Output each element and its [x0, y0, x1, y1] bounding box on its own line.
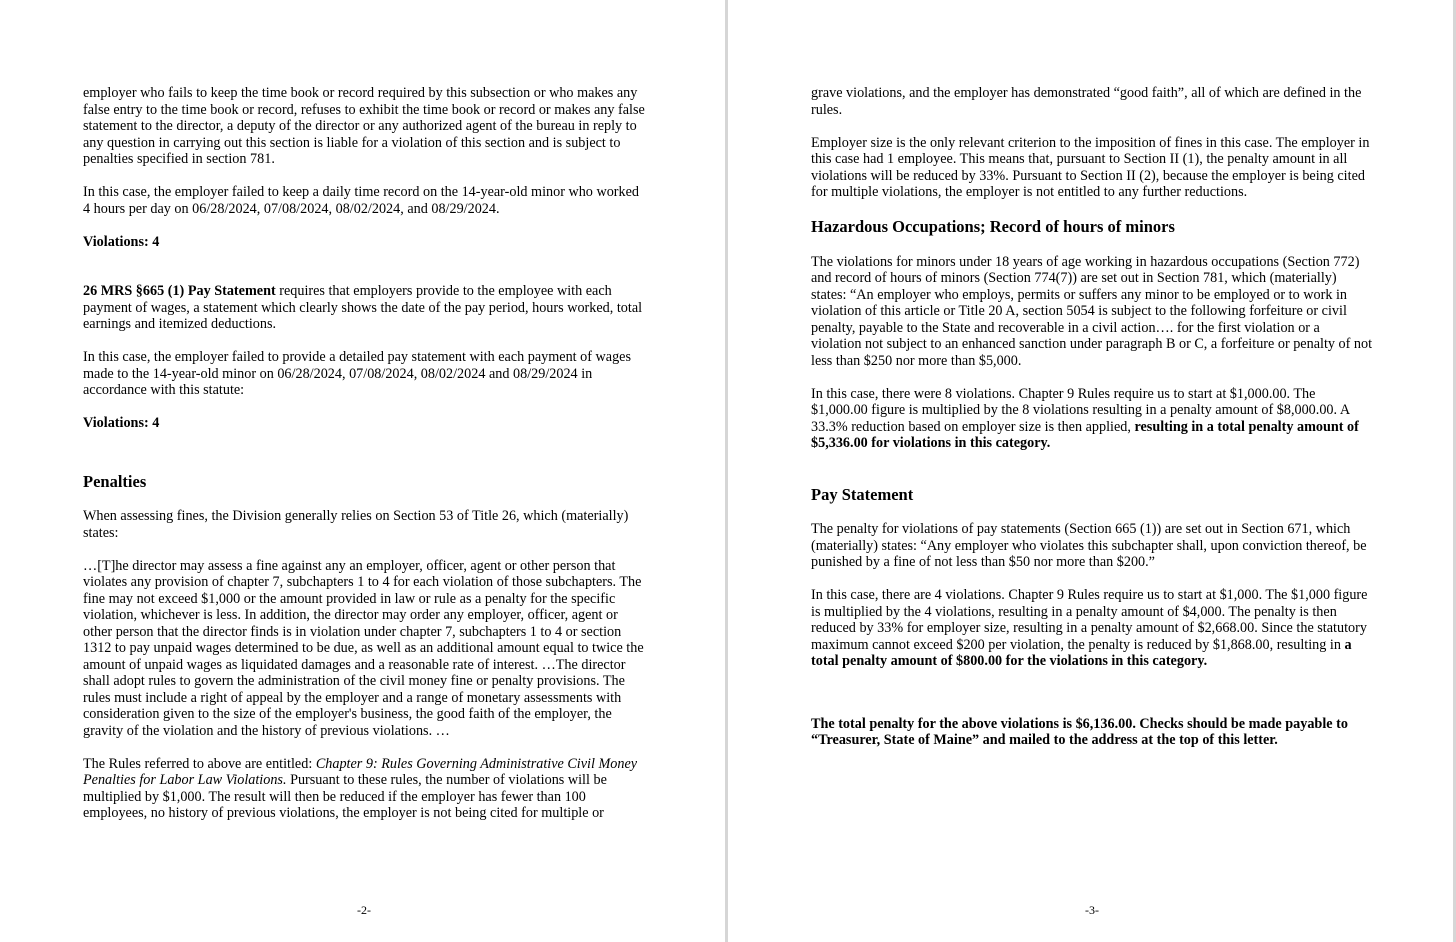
paragraph-total-penalty — [811, 716, 1373, 749]
quote-section-53: …[T]he director may assess a fine against any an employer, officer, agent or other person that violates any provision of chapter 7, subchapters 1 to 4 for each violation of those subchapters. The fine may not exceed $1,000 or the amount provided in law or rule as a penalty for the specific violation, whichever is less. In addition, the director may order any employer, officer, agent or other person that the director finds is in violation under chapter 7, subchapters 1 to 4 or section 1312 to pay unpaid wages determined to be due, as well as an additional amount equal to twice the amount of unpaid wages as liquidated damages and a reasonable rate of interest. …The director shall adopt rules to govern the administration of the civil money fine or penalty provisions. The rules must include a right of appeal by the employer and a range of monetary assessments with consideration given to the size of the employer's business, the good faith of the employer, the gravity of the violation and the history of previous violations. … — [83, 557, 644, 739]
paragraph-pay-statement-statute — [83, 283, 645, 333]
violations-count-pay-statement — [83, 415, 645, 432]
page-number: -2- — [357, 903, 371, 917]
paragraph-employer-size: Employer size is the only relevant criterion to the imposition of fines in this case. The employer in this case had 1 employee. This means that, pursuant to Section II (1), the penalty amount in all violations will be reduced by 33%. Pursuant to Section II (2), because the employer is being cited for multiple violations, the employer is not entitled to any further reductions. — [811, 134, 1370, 200]
paragraph-rules-continued: grave violations, and the employer has demonstrated “good faith”, all of which are defined in the rules. — [811, 85, 1362, 118]
page-2-body — [83, 85, 645, 822]
rules-text: Pursuant to these rules, the number of violations will be multiplied by $1,000. The result will then be reduced if the employer has fewer than 100 employees, no history of previous violations, the employer is not being cited for multiple or — [83, 772, 607, 821]
paragraph-section-53-intro: When assessing fines, the Division generally relies on Section 53 of Title 26, which (materially) states: — [83, 508, 629, 541]
paragraph-pay-statement-statute: The penalty for violations of pay statements (Section 665 (1)) are set out in Section 671, which (materially) states: “Any employer who violates this subchapter shall, upon conviction thereof, be punished by a fine of not less than $50 nor more than $200.” — [811, 521, 1367, 570]
heading-hazardous-occupations: Hazardous Occupations; Record of hours of minors — [811, 217, 1175, 236]
pay-statement-calculation: In this case, there are 4 violations. Chapter 9 Rules require us to start at $1,000. The $1,000 figure is multiplied by the 4 violations, resulting in a penalty amount of $4,000. The penalty is then reduced by 33% for employer size, resulting in a penalty amount of $2,668.00. Since the statutory maximum cannot exceed $200 per violation, the penalty is reduced by $1,868.00, resulting in — [811, 587, 1368, 653]
heading-penalties: Penalties — [83, 471, 147, 491]
total-penalty-text: The total penalty for the above violations is $6,136.00. Checks should be made payable to “Treasurer, State of Maine” and mailed to the address at the top of this letter. — [811, 715, 1348, 748]
paragraph-pay-statement-finding: In this case, the employer failed to provide a detailed pay statement with each payment of wages made to the 14-year-old minor on 06/28/2024, 07/08/2024, 08/02/2024 and 08/29/2024 in accordance with this statute: — [83, 349, 631, 398]
page-3-body — [811, 85, 1373, 749]
hazardous-calculation: In this case, there were 8 violations. Chapter 9 Rules require us to start at $1,000.00. The $1,000.00 figure is multiplied by the 8 violations resulting in a penalty amount of $8,000.00. A 33.3% reduction based on employer size is then applied, — [811, 385, 1350, 435]
pay-statement-total: a total penalty amount of $800.00 for the violations in this category. — [811, 636, 1352, 669]
violations-label: Violations: 4 — [83, 415, 160, 431]
paragraph-time-record-finding: In this case, the employer failed to keep a daily time record on the 14-year-old minor who worked 4 hours per day on 06/28/2024, 07/08/2024, 08/02/2024, and 08/29/2024. — [83, 184, 639, 217]
statute-text: requires that employers provide to the employee with each payment of wages, a statement which clearly shows the date of the pay period, hours worked, total earnings and itemized deductions. — [83, 283, 643, 332]
violations-count-time-record — [83, 234, 645, 251]
paragraph-hazardous-statute: The violations for minors under 18 years of age working in hazardous occupations (Section 772) and record of hours of minors (Section 774(7)) are set out in Section 781, which (materially) states: “An employer who employs, permits or suffers any minor to be employed or to work in violation of this article or Title 20 A, section 5054 is subject to the following forfeiture or civil penalty, payable to the State and recoverable in a civil action…. for the first violation or a violation not subject to an enhanced sanction under paragraph B or C, a forfeiture or penalty of not less than $250 nor more than $5,000. — [811, 253, 1373, 369]
paragraph-time-record-statute: employer who fails to keep the time book or record required by this subsection or who makes any false entry to the time book or record, refuses to exhibit the time book or record or makes any false statement to the director, a deputy of the director or any authorized agent of the bureau in reply to any question in carrying out this section is liable for a violation of this section and is subject to penalties specified in section 781. — [83, 85, 645, 167]
paragraph-pay-statement-penalty — [811, 587, 1373, 670]
paragraph-hazardous-penalty — [811, 386, 1373, 452]
page-number: -3- — [1085, 903, 1099, 917]
rules-title: Chapter 9: Rules Governing Administrative Civil Money Penalties for Labor Law Violations. — [83, 755, 638, 788]
rules-intro: The Rules referred to above are entitled: — [83, 755, 316, 772]
page-3 — [728, 0, 1456, 942]
heading-pay-statement: Pay Statement — [811, 484, 914, 504]
violations-label: Violations: 4 — [83, 233, 160, 250]
hazardous-total: resulting in a total penalty amount of $5,336.00 for violations in this category. — [811, 418, 1359, 451]
paragraph-chapter-9-rules — [83, 756, 645, 822]
statute-citation: 26 MRS §665 (1) Pay Statement — [83, 283, 276, 299]
